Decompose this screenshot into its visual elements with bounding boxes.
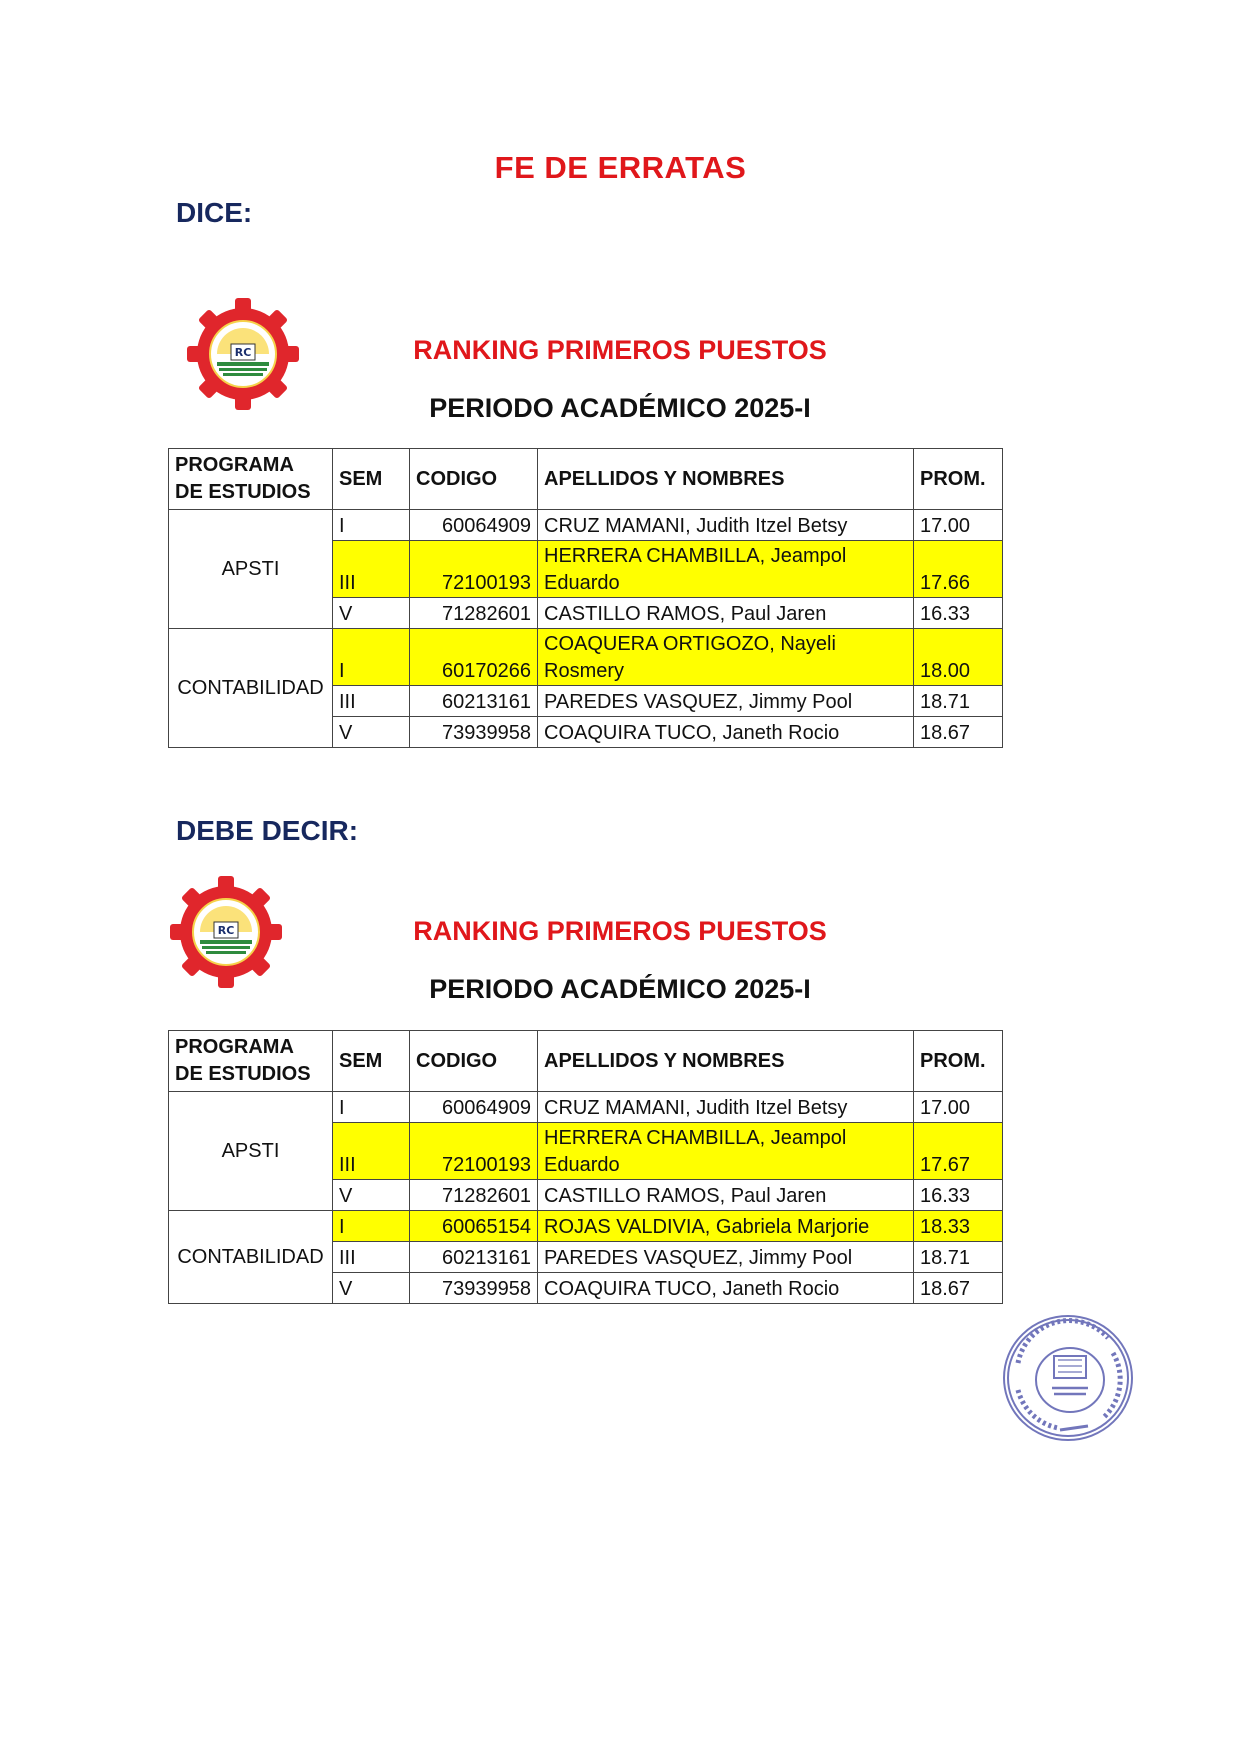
names-cell: PAREDES VASQUEZ, Jimmy Pool: [538, 686, 914, 717]
code-cell: 72100193: [410, 541, 538, 598]
table-header-row: [169, 1031, 1003, 1092]
sem-cell: III: [333, 1123, 410, 1180]
code-cell: 60064909: [410, 510, 538, 541]
header-names: APELLIDOS Y NOMBRES: [538, 449, 914, 510]
ranking-table-debe-decir: [168, 1030, 1003, 1304]
avg-cell: 18.00: [914, 629, 1003, 686]
institute-gear-logo-icon: [187, 298, 299, 410]
names-cell: ROJAS VALDIVIA, Gabriela Marjorie: [538, 1211, 914, 1242]
sem-cell: V: [333, 717, 410, 748]
section-label-dice: DICE:: [176, 197, 253, 228]
logo-text: RC: [234, 346, 252, 359]
ranking-title-debe-decir: RANKING PRIMEROS PUESTOS: [413, 916, 827, 946]
header-code: CODIGO: [410, 449, 538, 510]
sem-cell: I: [333, 1092, 410, 1123]
program-cell: APSTI: [169, 510, 333, 629]
code-cell: 60170266: [410, 629, 538, 686]
sem-cell: V: [333, 598, 410, 629]
code-cell: 71282601: [410, 1180, 538, 1211]
header-sem: SEM: [333, 1031, 410, 1092]
sem-cell: III: [333, 686, 410, 717]
ranking-title-dice: RANKING PRIMEROS PUESTOS: [413, 335, 827, 365]
header-code: CODIGO: [410, 1031, 538, 1092]
avg-cell: 18.71: [914, 686, 1003, 717]
avg-cell: 17.00: [914, 510, 1003, 541]
names-cell: CRUZ MAMANI, Judith Itzel Betsy: [538, 1092, 914, 1123]
logo-text: RC: [217, 924, 235, 937]
ranking-table-dice: [168, 448, 1003, 748]
program-cell: CONTABILIDAD: [169, 629, 333, 748]
page-title: FE DE ERRATAS: [494, 150, 747, 185]
avg-cell: 17.66: [914, 541, 1003, 598]
code-cell: 60065154: [410, 1211, 538, 1242]
section-label-debe-decir: DEBE DECIR:: [176, 815, 359, 846]
table-row-highlighted: [169, 629, 1003, 686]
sem-cell: I: [333, 1211, 410, 1242]
sem-cell: III: [333, 541, 410, 598]
header-names: APELLIDOS Y NOMBRES: [538, 1031, 914, 1092]
code-cell: 71282601: [410, 598, 538, 629]
avg-cell: 18.71: [914, 1242, 1003, 1273]
sem-cell: III: [333, 1242, 410, 1273]
sem-cell: V: [333, 1180, 410, 1211]
avg-cell: 18.33: [914, 1211, 1003, 1242]
names-cell: CASTILLO RAMOS, Paul Jaren: [538, 598, 914, 629]
header-avg: PROM.: [914, 449, 1003, 510]
avg-cell: 18.67: [914, 717, 1003, 748]
code-cell: 60213161: [410, 1242, 538, 1273]
names-cell: COAQUIRA TUCO, Janeth Rocio: [538, 717, 914, 748]
names-cell: COAQUIRA TUCO, Janeth Rocio: [538, 1273, 914, 1304]
header-program: PROGRAMA DE ESTUDIOS: [169, 449, 333, 510]
code-cell: 73939958: [410, 717, 538, 748]
program-cell: APSTI: [169, 1092, 333, 1211]
sem-cell: I: [333, 510, 410, 541]
avg-cell: 16.33: [914, 598, 1003, 629]
code-cell: 60213161: [410, 686, 538, 717]
institute-gear-logo-icon: [170, 876, 282, 988]
sem-cell: V: [333, 1273, 410, 1304]
code-cell: 60064909: [410, 1092, 538, 1123]
avg-cell: 18.67: [914, 1273, 1003, 1304]
names-cell: PAREDES VASQUEZ, Jimmy Pool: [538, 1242, 914, 1273]
period-title-debe-decir: PERIODO ACADÉMICO 2025-I: [429, 974, 811, 1004]
table-row: [169, 1092, 1003, 1123]
table-row: [169, 510, 1003, 541]
code-cell: 73939958: [410, 1273, 538, 1304]
names-cell: COAQUERA ORTIGOZO, Nayeli Rosmery: [538, 629, 914, 686]
names-cell: CRUZ MAMANI, Judith Itzel Betsy: [538, 510, 914, 541]
avg-cell: 16.33: [914, 1180, 1003, 1211]
program-cell: CONTABILIDAD: [169, 1211, 333, 1304]
names-cell: HERRERA CHAMBILLA, Jeampol Eduardo: [538, 1123, 914, 1180]
table-row-highlighted: [169, 1211, 1003, 1242]
sem-cell: I: [333, 629, 410, 686]
period-title-dice: PERIODO ACADÉMICO 2025-I: [429, 393, 811, 423]
header-sem: SEM: [333, 449, 410, 510]
names-cell: HERRERA CHAMBILLA, Jeampol Eduardo: [538, 541, 914, 598]
names-cell: CASTILLO RAMOS, Paul Jaren: [538, 1180, 914, 1211]
table-header-row: [169, 449, 1003, 510]
header-avg: PROM.: [914, 1031, 1003, 1092]
header-program: PROGRAMA DE ESTUDIOS: [169, 1031, 333, 1092]
avg-cell: 17.67: [914, 1123, 1003, 1180]
secretaria-academica-stamp-icon: [998, 1308, 1138, 1448]
avg-cell: 17.00: [914, 1092, 1003, 1123]
code-cell: 72100193: [410, 1123, 538, 1180]
